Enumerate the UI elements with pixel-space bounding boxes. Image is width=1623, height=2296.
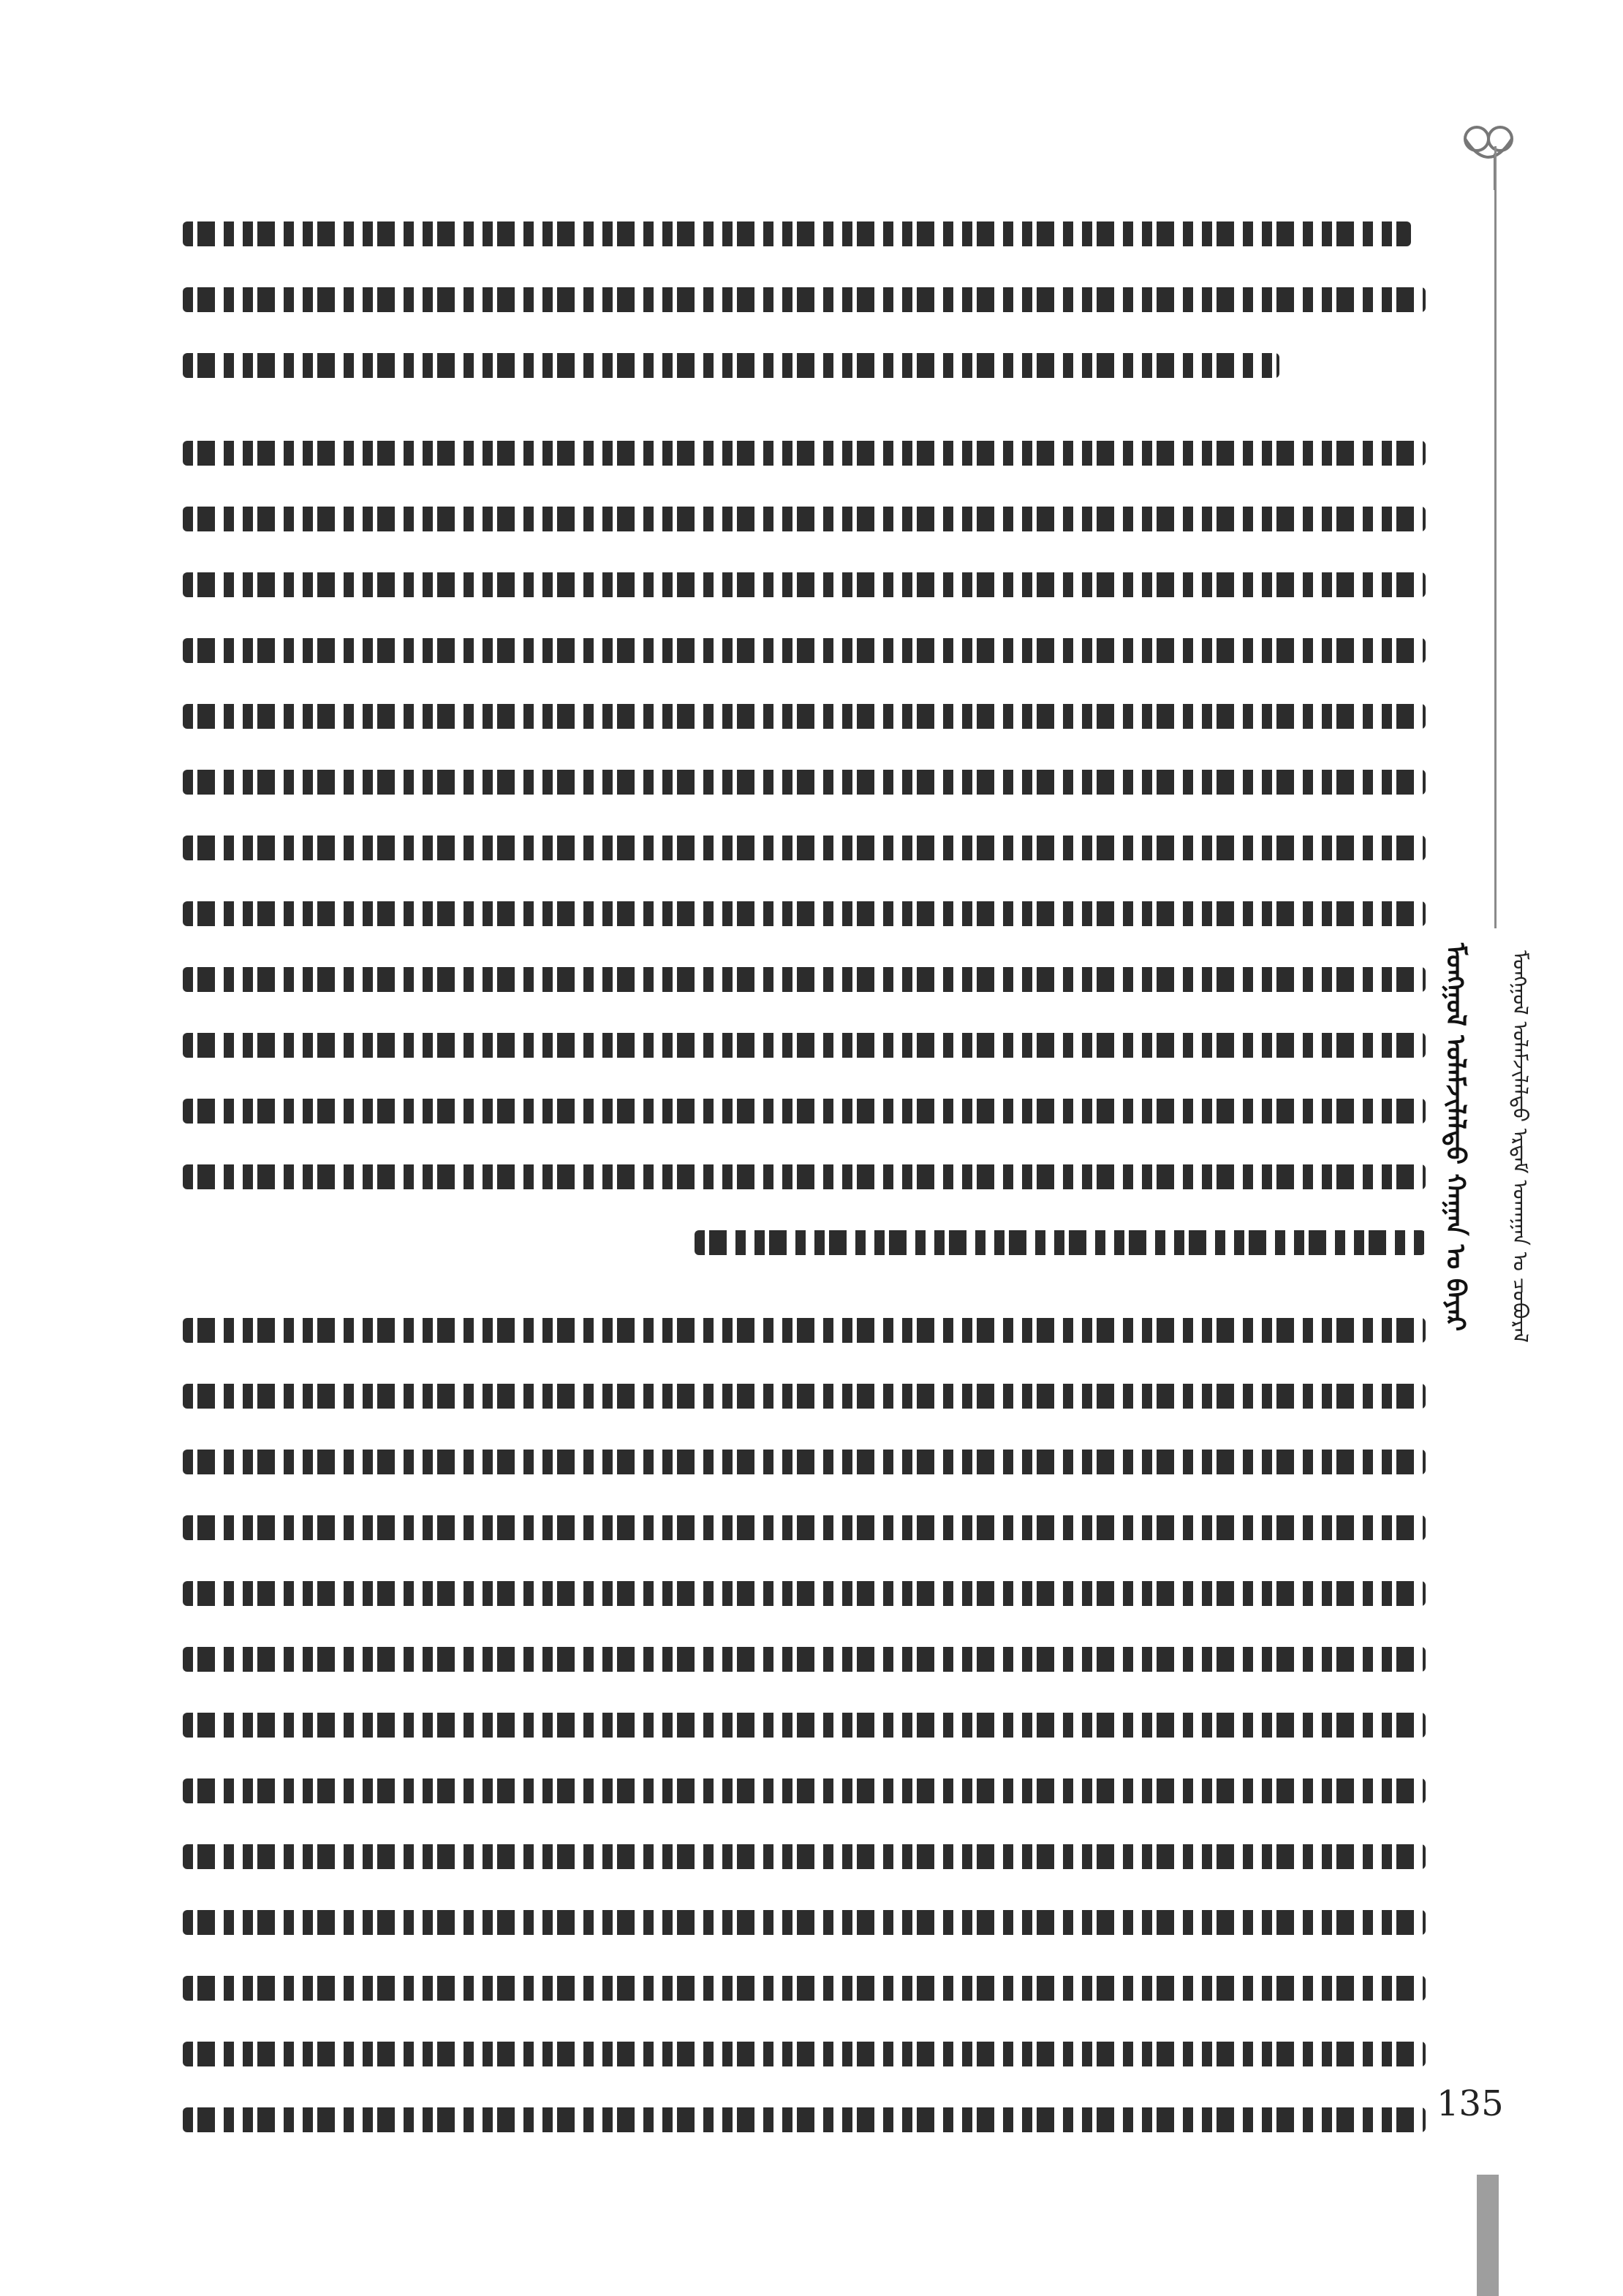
text-line	[183, 826, 1426, 870]
text-line	[183, 2098, 1426, 2142]
text-line	[183, 1835, 1426, 1879]
text-line	[183, 1374, 1426, 1418]
text-line	[183, 2032, 1426, 2076]
text-line	[183, 344, 1426, 387]
text-line	[183, 1769, 1426, 1813]
text-line	[183, 1637, 1426, 1681]
text-line	[183, 278, 1426, 322]
text-line	[183, 563, 1426, 607]
running-subtitle: ᠮᠣᠩᠭᠣᠯ ᠤᠯᠠᠮᠵᠢᠯᠠᠯᠲᠤ ᠡᠷᠳᠡᠮ ᠤᠬᠠᠭᠠᠨ ᠤ ᠴᠤᠪᠤᠷᠠᠯ	[1508, 950, 1532, 1343]
header-rule	[1494, 146, 1497, 928]
text-line	[183, 1440, 1426, 1484]
thumb-index-tab	[1477, 2175, 1499, 2296]
text-line	[183, 1023, 1426, 1067]
body-text	[183, 212, 1426, 2200]
text-line	[183, 958, 1426, 1001]
page-number: 135	[1437, 2083, 1504, 2124]
text-line	[183, 892, 1426, 936]
text-line	[183, 1703, 1426, 1747]
text-line	[183, 1572, 1426, 1615]
text-line	[183, 1155, 1426, 1199]
text-line	[183, 629, 1426, 672]
text-line	[183, 212, 1426, 256]
text-line	[183, 760, 1426, 804]
text-line	[183, 1308, 1426, 1352]
text-line	[183, 1966, 1426, 2010]
text-line	[183, 497, 1426, 541]
text-line	[183, 694, 1426, 738]
text-line	[183, 1901, 1426, 1944]
text-line	[183, 1089, 1426, 1133]
text-line	[183, 1221, 1426, 1265]
text-line	[183, 1506, 1426, 1550]
text-line	[183, 431, 1426, 475]
running-title: ᠮᠣᠩᠭᠣᠯ ᠤᠯᠠᠮᠵᠢᠯᠠᠯᠲᠤ ᠬᠠᠭᠠᠨ ᠤ ᠪᠠᠶᠠᠷ	[1440, 943, 1471, 1332]
